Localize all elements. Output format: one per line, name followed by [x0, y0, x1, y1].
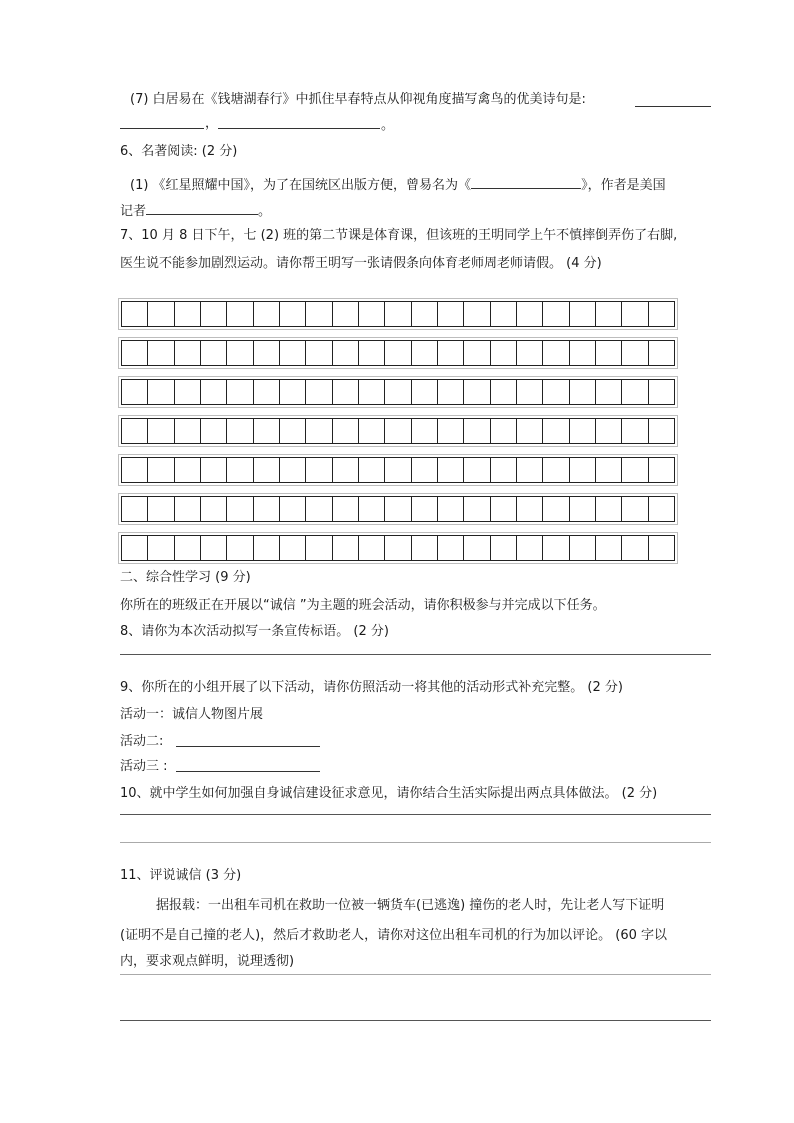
- writing-grid-cell[interactable]: [306, 419, 332, 443]
- writing-grid-cell[interactable]: [333, 341, 359, 365]
- writing-grid-cell[interactable]: [306, 458, 332, 482]
- writing-grid-cell[interactable]: [543, 497, 569, 521]
- writing-grid-cell[interactable]: [227, 380, 253, 404]
- writing-grid-cell[interactable]: [649, 341, 674, 365]
- writing-grid-cell[interactable]: [227, 536, 253, 560]
- writing-grid-cell[interactable]: [333, 380, 359, 404]
- writing-grid-cell[interactable]: [596, 458, 622, 482]
- writing-grid-cell[interactable]: [412, 380, 438, 404]
- q6-answer-blank-title[interactable]: [471, 176, 581, 189]
- q7-poem-comma: ，: [205, 116, 219, 131]
- writing-grid-cell[interactable]: [596, 302, 622, 326]
- writing-grid-cell[interactable]: [622, 458, 648, 482]
- q6-title: 6、名著阅读: (2 分): [120, 144, 238, 159]
- writing-grid-cell[interactable]: [622, 380, 648, 404]
- writing-grid-row[interactable]: [118, 337, 678, 369]
- writing-grid-cell[interactable]: [464, 302, 490, 326]
- writing-grid-cell[interactable]: [596, 536, 622, 560]
- writing-grid-cell[interactable]: [491, 497, 517, 521]
- writing-grid-cell[interactable]: [359, 419, 385, 443]
- writing-grid-cell[interactable]: [148, 458, 174, 482]
- q10-answer-line-2[interactable]: [120, 842, 711, 843]
- writing-grid-row-inner: [121, 418, 675, 444]
- writing-grid-cell[interactable]: [122, 380, 148, 404]
- writing-grid-cell[interactable]: [570, 341, 596, 365]
- writing-grid-cell[interactable]: [517, 302, 543, 326]
- writing-grid-cell[interactable]: [517, 458, 543, 482]
- writing-grid-cell[interactable]: [464, 380, 490, 404]
- q10-answer-line-1[interactable]: [120, 814, 711, 815]
- writing-grid-cell[interactable]: [359, 536, 385, 560]
- writing-grid-cell[interactable]: [201, 536, 227, 560]
- writing-grid-cell[interactable]: [175, 341, 201, 365]
- q6-line2-pre: 记者: [120, 204, 147, 219]
- section2-title: 二、综合性学习 (9 分): [120, 570, 251, 585]
- writing-grid-cell[interactable]: [227, 419, 253, 443]
- writing-grid-cell[interactable]: [122, 536, 148, 560]
- writing-grid-cell[interactable]: [464, 497, 490, 521]
- writing-grid-cell[interactable]: [175, 497, 201, 521]
- q11-line3: 内，要求观点鲜明，说理透彻): [120, 954, 295, 969]
- writing-grid-cell[interactable]: [543, 458, 569, 482]
- writing-grid-cell[interactable]: [201, 341, 227, 365]
- writing-grid-cell[interactable]: [464, 458, 490, 482]
- writing-grid-cell[interactable]: [359, 497, 385, 521]
- writing-grid-cell[interactable]: [570, 419, 596, 443]
- writing-grid-cell[interactable]: [438, 497, 464, 521]
- writing-grid-cell[interactable]: [438, 380, 464, 404]
- writing-grid-row[interactable]: [118, 376, 678, 408]
- writing-grid-cell[interactable]: [491, 302, 517, 326]
- writing-grid-cell[interactable]: [306, 302, 332, 326]
- writing-grid-cell[interactable]: [543, 341, 569, 365]
- q7-poem-answer-blank-1[interactable]: [635, 94, 711, 107]
- writing-grid-cell[interactable]: [227, 458, 253, 482]
- writing-grid-row-inner: [121, 340, 675, 366]
- writing-grid-cell[interactable]: [438, 341, 464, 365]
- writing-grid-cell[interactable]: [122, 497, 148, 521]
- writing-grid-cell[interactable]: [596, 380, 622, 404]
- writing-grid-cell[interactable]: [517, 419, 543, 443]
- writing-grid-cell[interactable]: [280, 419, 306, 443]
- writing-grid-cell[interactable]: [175, 536, 201, 560]
- writing-grid-cell[interactable]: [333, 497, 359, 521]
- writing-grid-cell[interactable]: [254, 536, 280, 560]
- writing-grid-cell[interactable]: [570, 458, 596, 482]
- writing-grid-cell[interactable]: [543, 380, 569, 404]
- writing-grid-cell[interactable]: [543, 536, 569, 560]
- writing-grid-cell[interactable]: [491, 419, 517, 443]
- writing-grid-cell[interactable]: [122, 302, 148, 326]
- writing-grid-cell[interactable]: [622, 536, 648, 560]
- writing-grid-cell[interactable]: [201, 302, 227, 326]
- q7-poem-answer-blank-3[interactable]: [218, 116, 380, 129]
- q11-title: 11、评说诚信 (3 分): [120, 868, 242, 883]
- writing-grid-row-inner: [121, 301, 675, 327]
- section2-intro: 你所在的班级正在开展以“诚信 ”为主题的班会活动，请你积极参与并完成以下任务。: [120, 598, 606, 613]
- q6-line1-pre: (1) 《红星照耀中国》，为了在国统区出版方便，曾易名为《: [130, 178, 472, 193]
- writing-grid-cell[interactable]: [254, 458, 280, 482]
- writing-grid-cell[interactable]: [280, 380, 306, 404]
- writing-grid-cell[interactable]: [491, 341, 517, 365]
- writing-grid-cell[interactable]: [148, 341, 174, 365]
- q8-text: 8、请你为本次活动拟写一条宣传标语。 (2 分): [120, 624, 389, 639]
- writing-grid-row[interactable]: [118, 532, 678, 564]
- q6-line2: [120, 202, 271, 220]
- writing-grid-cell[interactable]: [438, 302, 464, 326]
- q6-line2-post: 。: [258, 204, 272, 219]
- writing-grid-cell[interactable]: [122, 419, 148, 443]
- writing-grid-cell[interactable]: [464, 419, 490, 443]
- writing-grid-cell[interactable]: [333, 419, 359, 443]
- writing-grid-cell[interactable]: [385, 458, 411, 482]
- writing-grid-cell[interactable]: [570, 497, 596, 521]
- writing-grid-cell[interactable]: [201, 419, 227, 443]
- writing-grid-cell[interactable]: [333, 536, 359, 560]
- writing-grid-cell[interactable]: [649, 380, 674, 404]
- writing-grid-cell[interactable]: [306, 380, 332, 404]
- writing-grid-cell[interactable]: [175, 458, 201, 482]
- writing-grid-cell[interactable]: [464, 536, 490, 560]
- q7-poem-period: 。: [381, 118, 395, 133]
- q6-line1: [130, 176, 666, 194]
- writing-grid-cell[interactable]: [148, 302, 174, 326]
- writing-grid-cell[interactable]: [254, 497, 280, 521]
- writing-grid-cell[interactable]: [543, 302, 569, 326]
- writing-grid-cell[interactable]: [280, 458, 306, 482]
- writing-grid-cell[interactable]: [412, 302, 438, 326]
- writing-grid-row-inner: [121, 457, 675, 483]
- writing-grid-cell[interactable]: [385, 419, 411, 443]
- writing-grid-cell[interactable]: [491, 458, 517, 482]
- writing-grid-row[interactable]: [118, 298, 678, 330]
- writing-grid-cell[interactable]: [385, 302, 411, 326]
- writing-grid-cell[interactable]: [622, 302, 648, 326]
- writing-grid-cell[interactable]: [280, 536, 306, 560]
- writing-grid-cell[interactable]: [359, 458, 385, 482]
- writing-grid-cell[interactable]: [148, 419, 174, 443]
- writing-grid-cell[interactable]: [412, 419, 438, 443]
- writing-grid-cell[interactable]: [175, 419, 201, 443]
- writing-grid-cell[interactable]: [280, 302, 306, 326]
- writing-grid-cell[interactable]: [385, 536, 411, 560]
- writing-grid-row[interactable]: [118, 454, 678, 486]
- writing-grid-cell[interactable]: [570, 380, 596, 404]
- writing-grid-cell[interactable]: [491, 536, 517, 560]
- writing-grid-cell[interactable]: [280, 497, 306, 521]
- writing-grid-cell[interactable]: [412, 497, 438, 521]
- writing-grid-cell[interactable]: [201, 380, 227, 404]
- writing-grid-row-inner: [121, 379, 675, 405]
- q9-activity1: 活动一：诚信人物图片展: [120, 707, 264, 722]
- writing-grid-cell[interactable]: [148, 380, 174, 404]
- writing-grid-row-inner: [121, 496, 675, 522]
- writing-grid-cell[interactable]: [438, 458, 464, 482]
- q9-activity3-label: 活动三 :: [120, 759, 168, 774]
- writing-grid-cell[interactable]: [122, 341, 148, 365]
- writing-grid-cell[interactable]: [517, 380, 543, 404]
- writing-grid-cell[interactable]: [333, 302, 359, 326]
- writing-grid-cell[interactable]: [649, 419, 674, 443]
- writing-grid-cell[interactable]: [148, 536, 174, 560]
- writing-grid-cell[interactable]: [385, 497, 411, 521]
- writing-grid-cell[interactable]: [280, 341, 306, 365]
- q7-leave-line1: 7、10 月 8 日下午，七 (2) 班的第二节课是体育课，但该班的王明同学上午不慎摔倒弄伤了右脚,: [120, 228, 678, 243]
- writing-grid-cell[interactable]: [333, 458, 359, 482]
- writing-grid-cell[interactable]: [464, 341, 490, 365]
- q7-leave-line2: 医生说不能参加剧烈运动。请你帮王明写一张请假条向体育老师周老师请假。 (4 分): [120, 256, 602, 271]
- writing-grid-cell[interactable]: [385, 341, 411, 365]
- writing-grid-row-inner: [121, 535, 675, 561]
- q9-activity2-label: 活动二:: [120, 734, 164, 749]
- writing-grid-cell[interactable]: [622, 497, 648, 521]
- writing-grid-cell[interactable]: [227, 341, 253, 365]
- q7-poem-text: (7) 白居易在《钱塘湖春行》中抓住早春特点从仰视角度描写禽鸟的优美诗句是:: [130, 92, 586, 107]
- writing-grid-cell[interactable]: [649, 497, 674, 521]
- q6-answer-blank-author[interactable]: [146, 202, 258, 215]
- writing-grid-cell[interactable]: [385, 380, 411, 404]
- writing-grid-cell[interactable]: [412, 458, 438, 482]
- q9-text: 9、你所在的小组开展了以下活动，请你仿照活动一将其他的活动形式补充完整。 (2 分): [120, 680, 623, 695]
- q10-text: 10、就中学生如何加强自身诚信建设征求意见，请你结合生活实际提出两点具体做法。 (2 分): [120, 786, 658, 801]
- writing-grid-cell[interactable]: [254, 341, 280, 365]
- writing-grid-cell[interactable]: [596, 497, 622, 521]
- writing-grid-cell[interactable]: [306, 536, 332, 560]
- writing-grid-cell[interactable]: [622, 341, 648, 365]
- writing-grid-cell[interactable]: [412, 536, 438, 560]
- writing-grid-cell[interactable]: [649, 458, 674, 482]
- writing-grid-cell[interactable]: [517, 536, 543, 560]
- writing-grid-cell[interactable]: [175, 380, 201, 404]
- q11-answer-line-2[interactable]: [120, 1020, 711, 1021]
- writing-grid-cell[interactable]: [254, 380, 280, 404]
- writing-grid-cell[interactable]: [543, 419, 569, 443]
- writing-grid-cell[interactable]: [359, 380, 385, 404]
- writing-grid-cell[interactable]: [596, 341, 622, 365]
- writing-grid-cell[interactable]: [438, 419, 464, 443]
- writing-grid-cell[interactable]: [254, 419, 280, 443]
- writing-grid-cell[interactable]: [570, 302, 596, 326]
- writing-grid-cell[interactable]: [359, 302, 385, 326]
- writing-grid-cell[interactable]: [201, 458, 227, 482]
- writing-grid-cell[interactable]: [649, 302, 674, 326]
- writing-grid-cell[interactable]: [649, 536, 674, 560]
- writing-grid-cell[interactable]: [254, 302, 280, 326]
- writing-grid-cell[interactable]: [148, 497, 174, 521]
- writing-grid-cell[interactable]: [201, 497, 227, 521]
- writing-grid-row[interactable]: [118, 415, 678, 447]
- writing-grid-cell[interactable]: [570, 536, 596, 560]
- writing-grid-cell[interactable]: [359, 341, 385, 365]
- writing-grid-cell[interactable]: [622, 419, 648, 443]
- writing-grid-cell[interactable]: [227, 497, 253, 521]
- writing-grid-cell[interactable]: [306, 497, 332, 521]
- writing-grid-cell[interactable]: [517, 497, 543, 521]
- q11-line2: (证明不是自己撞的老人)，然后才救助老人，请你对这位出租车司机的行为加以评论。 (60 字以: [120, 928, 668, 943]
- q8-answer-line[interactable]: [120, 654, 711, 655]
- q6-line1-post: 》，作者是美国: [581, 178, 666, 193]
- q11-line1: 据报载：一出租车司机在救助一位被一辆货车(已逃逸) 撞伤的老人时，先让老人写下证明: [156, 898, 665, 913]
- q9-activity2-blank[interactable]: [176, 734, 320, 747]
- writing-grid-cell[interactable]: [306, 341, 332, 365]
- writing-grid-cell[interactable]: [517, 341, 543, 365]
- writing-grid-cell[interactable]: [438, 536, 464, 560]
- writing-grid-cell[interactable]: [122, 458, 148, 482]
- writing-grid-cell[interactable]: [491, 380, 517, 404]
- writing-grid-cell[interactable]: [175, 302, 201, 326]
- q11-answer-line-1[interactable]: [120, 974, 711, 975]
- q7-poem-prompt: [130, 92, 586, 108]
- writing-grid-row[interactable]: [118, 493, 678, 525]
- q7-poem-answer-blank-2[interactable]: [120, 116, 204, 129]
- writing-grid-cell[interactable]: [227, 302, 253, 326]
- writing-grid-cell[interactable]: [596, 419, 622, 443]
- writing-grid-cell[interactable]: [412, 341, 438, 365]
- q9-activity3-blank[interactable]: [176, 759, 320, 772]
